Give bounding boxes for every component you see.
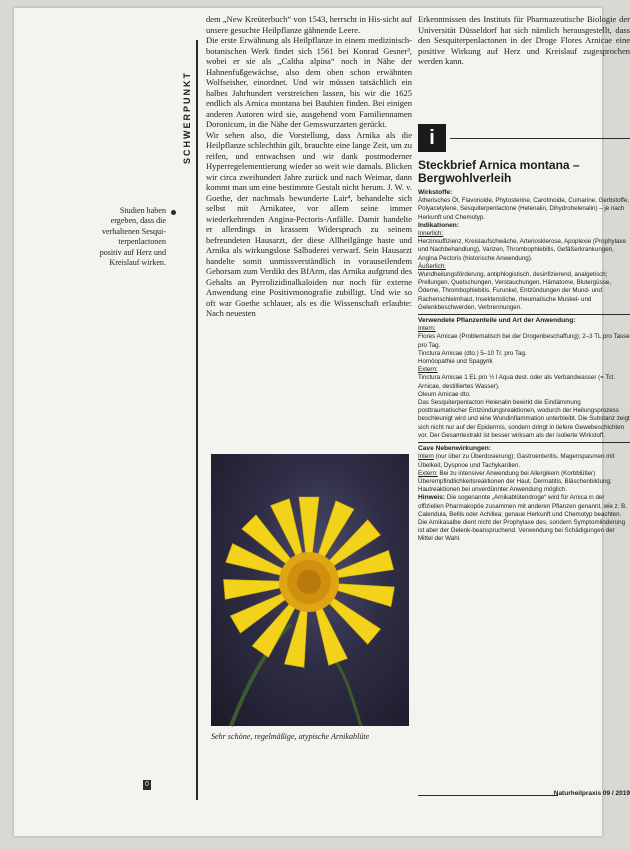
divider: [418, 314, 630, 315]
innerlich-label: Innerlich:: [418, 230, 444, 238]
footer-rule: [418, 795, 558, 796]
tinktur-text: Tinctura Arnicae (dto.) 5–10 Tr. pro Tag.: [418, 349, 527, 357]
paragraph: Die erste Erwähnung als Heilpflanze in einem medizinisch-botanischen Werk findet sich 1561 bei Konrad Gesner³, wobei er sie als „Caltha alpina“ noch in Nähe der Hahnenfußgewächse, also dem oben schon erwähnten Wolfseisher, einordnet. Und wir müssen tatsächlich ein halbes Jahrhundert verstreichen lassen, bis wir die 1625 endlich als Arnica montana bei Bauhien finden. Bei einigen anderen Autoren wird sie, ausgehend vom Familiennamen Doronicum, in die Nähe der Gemswurzarten gerückt.: [206, 35, 412, 129]
nebenwirkung-intern-label: Intern: [418, 453, 434, 461]
info-header: [418, 124, 630, 149]
title-line-1: Steckbrief Arnica montana –: [418, 158, 580, 172]
helenalin-text: Das Sesquiterpenlacton Helenalin bewirkt die Eindämmung posttraumatischer Entzündungsreaktionen, wodurch der Heilungsprozess beschleunigt wird und eine Wundinflammation unterbleibt. Die Substanz zeigt sich nicht nur auf der Epidermis, sondern dringt in tiefere Gewebeschichten vor. Der Gesamtextrakt ist besser wirksam als der isolierte Wirkstoff.: [418, 399, 630, 439]
wirkstoffe-heading: Wirkstoffe:: [418, 189, 453, 196]
extern-text: Tinctura Arnicae 1 EL pro ½ l Aqua dest. oder als Verbandwasser (= Tct. Arnicae, destilliertes Wasser).: [418, 374, 616, 390]
document-page: [14, 8, 630, 836]
paragraph: Wir sehen also, die Vorstellung, dass Arnika als die Heilpflanze schlechthin gilt, brauchte eine lange Zeit, um zu reifen, und entwachsen und wir dank postmoderner Hyperregelementierung wieder so weit wie damals. Blicken wir circa zweihundert Jahre zurück und nach Weimar, dann kommt man um eine bestimmte Gestalt nicht herum. J. W. v. Goethe, der nachmals bewunderte Lair⁴, behandelte sich selbst mit Arnikatee, vor allem seine immer wiederkehrenden Angina-Pectoris-Anfälle. Damit handelte er allerdings in krassem Widerspruch zu seinem befreundeten Hausarzt, der diese Allheilgänge haste und Arnika als wirkungslose Salbaderei verwarf. Sein Hausarzt handelte somit unmissverständlich in vorauseilendem Gehorsam zum Verdikt des BfArm, das Arnika aufgrund des Gehalts an Pyrrolizidinalkaloiden nur noch für externe Anwendung eine Positivmonografie zubilligt. Und wie so oft war Goethe schlauer, als es die Wissenschaft erlaubte: Nach neuesten: [206, 129, 412, 318]
photo-caption: Sehr schöne, regelmäßige, atypische Arnikablüte: [211, 732, 370, 741]
column-divider: [196, 40, 198, 800]
section-label: SCHWERPUNKT: [182, 71, 192, 164]
info-icon: i: [418, 124, 446, 152]
arnica-photo: [211, 454, 409, 726]
right-column: [418, 14, 630, 67]
indikationen-heading: Indikationen:: [418, 221, 460, 229]
main-text-column: [206, 14, 412, 319]
page-content: [54, 14, 630, 832]
aeusserlich-label: Äußerlich:: [418, 262, 446, 270]
arnica-flower-illustration: [211, 454, 409, 726]
divider: [418, 442, 630, 443]
nebenwirkung-extern-label: Extern:: [418, 469, 438, 477]
paragraph: Erkenntnissen des Instituts für Pharmazeutische Biologie der Universität Düsseldorf hat sich nämlich herausgestellt, dass den Sesquiterpenlactonen in der Droge Flores Arnicae eine positive Wirkung auf Herz und Kreislauf zugesprochen werden kann.: [418, 14, 630, 66]
nebenwirkung-intern-text: (nur über zu Überdosierung): Gastroenteritis, Magenspasmen mit Übelkeit, Dyspnoe und Tachykardien.: [418, 453, 615, 469]
intern-label: Intern:: [418, 325, 436, 333]
sidenote: Studien haben ergeben, dass die verhaltenen Sesqui-terpenlactonen positiv auf Herz und Kreislauf wirken.: [99, 206, 166, 268]
steckbrief-title: [418, 159, 630, 185]
oleum-text: Oleum Arnicae dto.: [418, 390, 471, 398]
steckbrief-box: [418, 159, 630, 544]
hinweis-label: Hinweis:: [418, 494, 446, 502]
extern-label: Extern:: [418, 366, 438, 374]
aeusserlich-text: Wundheilungsförderung, antiphlogistisch, desinfizierend, analgetisch; Prellungen, Quetschungen, Verstauchungen, Hämatome, Blutergüsse, Ödeme, Thrombophlebitis, Furunkel, Entzündungen der Mund- und Rachenschleimhaut, Insektenstiche, rheumatische Muskel- und Gelenkbeschwerden, Verbrennungen.: [418, 271, 611, 311]
hinweis-text: Die sogenannte „Arnikablütendroge“ wird für Arnica in der offiziellen Pharmakopöe zusammen mit anderen Pflanzen genannt, wie z. B. Calendula, Bellis oder Achillea; genaue Herkunft und Chemotyp beachten.: [418, 494, 628, 518]
sidenote-bullet: [171, 210, 176, 215]
paragraph: dem „New Kreüterbuch“ von 1543, herrscht in His-sicht auf unsere gesuchte Heilpflanze gähnende Leere.: [206, 14, 412, 35]
intern-text: Flores Arnicae (Problematisch bei der Drogenbeschaffung); 2–3 TL pro Tasse pro Tag.: [418, 333, 630, 349]
innerlich-text: Herzinsuffizienz, Kreislaufschwäche, Arteriosklerose, Apoplexie (Prophylaxe und Nachbehandlung), Varizen, Thrombophlebitis, Gefäßerkrankungen, Angina Pectoris (historische Anwendung).: [418, 238, 626, 262]
title-line-2: Bergwohlverleih: [418, 171, 512, 185]
final-text: Die Arnikasalbe dient nicht der Prophylaxe des, sondern Symptomlinderung ist aber der Gelenk-beanspruchend. Verwendung bei Schädigungen der Mittel der Wahl.: [418, 518, 626, 543]
divider: [450, 138, 630, 139]
wirkstoffe-text: Ätherisches Öl, Flavonoide, Phytosterine, Carotinoide, Cumarine, Gerbstoffe, Polyacetylene, Sesquiterpenlactone (Helenalin, Dihydrohelenalin) – je nach Herkunft und Chemotyp.: [418, 197, 630, 221]
page-number: 0: [143, 780, 151, 790]
homoeopathie-text: Homöopathie und Spagyrik: [418, 358, 493, 366]
page-footer: [418, 790, 630, 804]
verwendete-heading: Verwendete Pflanzenteile und Art der Anwendung:: [418, 317, 576, 325]
nebenwirkung-extern-text: Bei zu intensiver Anwendung bei Allergikern (Korbblütler) Überempfindlichkeitsreaktionen der Haut, Dermatitis, Bläschenbildung; Hautreaktionen bei unverdünnter Anwendung möglich.: [418, 469, 612, 494]
footer-text: Naturheilpraxis 09 / 2019: [553, 790, 630, 797]
nebenwirkungen-heading: Cave Nebenwirkungen:: [418, 445, 491, 453]
